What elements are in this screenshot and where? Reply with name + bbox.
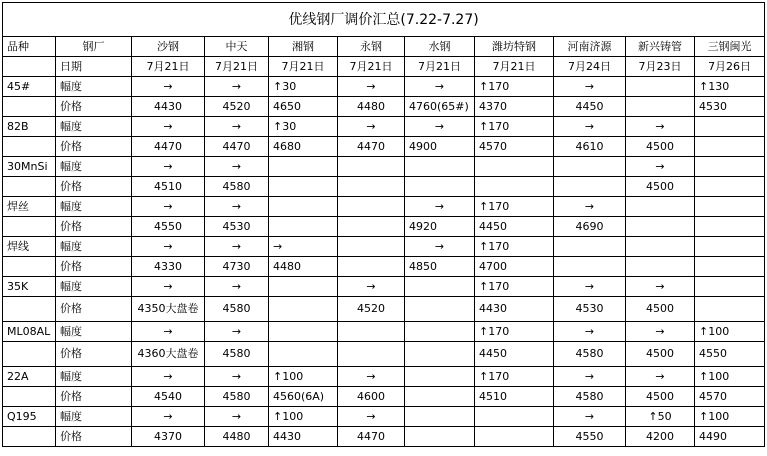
range-cell: →	[405, 237, 475, 257]
range-cell	[338, 237, 405, 257]
table-row	[3, 177, 765, 197]
range-cell	[695, 157, 765, 177]
range-cell: →	[405, 197, 475, 217]
price-cell	[554, 257, 626, 277]
header-cell: 水钢	[405, 37, 475, 57]
price-cell: 4600	[338, 387, 405, 407]
range-cell: ↑170	[475, 277, 554, 297]
price-cell: 4680	[269, 137, 338, 157]
product-name-blank	[3, 257, 56, 277]
range-cell: →	[205, 322, 269, 342]
date-cell: 7月26日	[695, 57, 765, 77]
price-label: 价格	[56, 217, 132, 237]
product-name-blank	[3, 297, 56, 322]
price-cell: 4500	[626, 387, 695, 407]
range-label: 幅度	[56, 197, 132, 217]
header-cell: 潍坊特钢	[475, 37, 554, 57]
product-name-blank	[3, 217, 56, 237]
price-cell: 4850	[405, 257, 475, 277]
range-cell	[269, 277, 338, 297]
table-row	[3, 257, 765, 277]
product-name-blank	[3, 387, 56, 407]
price-label: 价格	[56, 387, 132, 407]
table-row	[3, 277, 765, 297]
price-cell: 4570	[695, 387, 765, 407]
price-cell	[695, 137, 765, 157]
table-title: 优线钢厂调价汇总(7.22-7.27)	[3, 3, 765, 37]
range-cell: →	[554, 197, 626, 217]
price-cell: 4470	[205, 137, 269, 157]
range-cell: →	[205, 77, 269, 97]
price-cell: 4450	[554, 97, 626, 117]
range-cell: →	[554, 117, 626, 137]
product-name-blank	[3, 342, 56, 367]
price-cell: 4530	[205, 217, 269, 237]
price-label: 价格	[56, 177, 132, 197]
range-cell: ↑170	[475, 237, 554, 257]
range-cell: →	[132, 157, 205, 177]
range-label: 幅度	[56, 117, 132, 137]
range-cell: →	[338, 117, 405, 137]
price-cell: 4650	[269, 97, 338, 117]
price-cell: 4500	[626, 137, 695, 157]
price-label: 价格	[56, 297, 132, 322]
table-row	[3, 237, 765, 257]
price-cell: 4570	[475, 137, 554, 157]
range-cell: →	[338, 77, 405, 97]
header-cell: 湘钢	[269, 37, 338, 57]
price-cell: 4330	[132, 257, 205, 277]
range-cell	[626, 77, 695, 97]
price-cell	[338, 257, 405, 277]
range-label: 幅度	[56, 322, 132, 342]
price-cell	[405, 177, 475, 197]
range-cell: →	[554, 277, 626, 297]
range-cell	[695, 277, 765, 297]
price-cell: 4500	[626, 177, 695, 197]
price-cell: 4360大盘卷	[132, 342, 205, 367]
product-name-blank	[3, 427, 56, 447]
date-cell: 7月23日	[626, 57, 695, 77]
price-cell: 4480	[205, 427, 269, 447]
range-cell	[269, 197, 338, 217]
price-cell: 4560(6A)	[269, 387, 338, 407]
product-name: Q195	[3, 407, 56, 427]
price-cell: 4520	[205, 97, 269, 117]
range-cell	[338, 157, 405, 177]
product-name: 82B	[3, 117, 56, 137]
date-cell	[3, 57, 56, 77]
price-cell	[269, 177, 338, 197]
price-cell: 4760(65#)	[405, 97, 475, 117]
price-cell	[338, 177, 405, 197]
range-cell: ↑100	[695, 367, 765, 387]
header-cell: 三钢闽光	[695, 37, 765, 57]
price-cell: 4580	[554, 387, 626, 407]
price-cell: 4580	[205, 342, 269, 367]
price-cell: 4520	[338, 297, 405, 322]
product-name-blank	[3, 97, 56, 117]
range-cell: →	[205, 367, 269, 387]
price-cell: 4350大盘卷	[132, 297, 205, 322]
title-row	[3, 3, 765, 37]
range-cell: →	[132, 322, 205, 342]
table-row	[3, 387, 765, 407]
range-cell: →	[205, 277, 269, 297]
header-row	[3, 37, 765, 57]
table-row	[3, 137, 765, 157]
price-label: 价格	[56, 342, 132, 367]
header-cell: 沙钢	[132, 37, 205, 57]
price-cell: 4490	[695, 427, 765, 447]
price-cell	[626, 97, 695, 117]
range-cell: →	[405, 77, 475, 97]
product-name: 焊丝	[3, 197, 56, 217]
product-name: 焊线	[3, 237, 56, 257]
price-cell: 4370	[475, 97, 554, 117]
price-cell: 4480	[338, 97, 405, 117]
range-cell: →	[205, 197, 269, 217]
price-cell	[695, 177, 765, 197]
price-cell	[475, 177, 554, 197]
range-cell	[554, 237, 626, 257]
range-cell: ↑100	[695, 407, 765, 427]
price-cell: 4370	[132, 427, 205, 447]
range-cell: →	[626, 117, 695, 137]
range-cell: ↑170	[475, 322, 554, 342]
price-label: 价格	[56, 257, 132, 277]
table-row	[3, 77, 765, 97]
date-cell: 7月21日	[205, 57, 269, 77]
price-cell: 4500	[626, 342, 695, 367]
range-cell	[475, 157, 554, 177]
price-cell: 4500	[626, 297, 695, 322]
range-cell: →	[205, 407, 269, 427]
price-cell	[269, 342, 338, 367]
table-row	[3, 157, 765, 177]
price-label: 价格	[56, 97, 132, 117]
date-label: 日期	[56, 57, 132, 77]
range-cell: ↑100	[269, 407, 338, 427]
header-cell: 中天	[205, 37, 269, 57]
price-cell	[338, 217, 405, 237]
date-cell: 7月21日	[338, 57, 405, 77]
price-cell: 4430	[132, 97, 205, 117]
price-cell: 4730	[205, 257, 269, 277]
range-cell	[475, 407, 554, 427]
price-cell: 4920	[405, 217, 475, 237]
table-row	[3, 217, 765, 237]
range-cell: ↑130	[695, 77, 765, 97]
price-cell: 4450	[475, 342, 554, 367]
table-row	[3, 322, 765, 342]
price-cell	[626, 217, 695, 237]
table-row	[3, 197, 765, 217]
range-cell: →	[132, 407, 205, 427]
price-cell	[269, 297, 338, 322]
range-cell	[695, 197, 765, 217]
range-cell: →	[132, 77, 205, 97]
price-cell: 4690	[554, 217, 626, 237]
price-cell: 4200	[626, 427, 695, 447]
price-table	[2, 2, 765, 447]
price-cell: 4580	[205, 177, 269, 197]
range-cell	[695, 117, 765, 137]
range-cell: →	[626, 367, 695, 387]
range-cell	[626, 237, 695, 257]
header-cell: 永钢	[338, 37, 405, 57]
range-cell: →	[132, 237, 205, 257]
date-cell: 7月24日	[554, 57, 626, 77]
range-cell	[269, 157, 338, 177]
range-cell: →	[132, 197, 205, 217]
table-row	[3, 367, 765, 387]
price-cell: 4450	[475, 217, 554, 237]
range-cell: →	[338, 277, 405, 297]
range-cell: ↑170	[475, 77, 554, 97]
table-row	[3, 97, 765, 117]
range-cell: →	[205, 157, 269, 177]
price-cell: 4470	[132, 137, 205, 157]
range-cell	[405, 367, 475, 387]
price-cell	[405, 387, 475, 407]
price-cell	[554, 177, 626, 197]
range-cell: →	[205, 117, 269, 137]
range-cell: ↑30	[269, 77, 338, 97]
range-cell: →	[205, 237, 269, 257]
product-name-blank	[3, 177, 56, 197]
price-cell	[475, 427, 554, 447]
range-cell: →	[338, 367, 405, 387]
date-row	[3, 57, 765, 77]
header-cell: 新兴铸管	[626, 37, 695, 57]
price-cell: 4430	[475, 297, 554, 322]
price-cell: 4900	[405, 137, 475, 157]
price-cell: 4700	[475, 257, 554, 277]
range-label: 幅度	[56, 277, 132, 297]
product-name: 30MnSi	[3, 157, 56, 177]
price-cell	[405, 427, 475, 447]
range-cell: ↑170	[475, 117, 554, 137]
range-cell: →	[554, 367, 626, 387]
range-label: 幅度	[56, 237, 132, 257]
range-cell: ↑170	[475, 197, 554, 217]
product-name-blank	[3, 137, 56, 157]
date-cell: 7月21日	[405, 57, 475, 77]
product-name: 45#	[3, 77, 56, 97]
range-cell: →	[132, 277, 205, 297]
price-cell: 4580	[554, 342, 626, 367]
range-cell	[405, 157, 475, 177]
range-cell: →	[626, 277, 695, 297]
range-cell: ↑170	[475, 367, 554, 387]
price-cell	[695, 257, 765, 277]
range-cell: ↑50	[626, 407, 695, 427]
range-cell: →	[554, 407, 626, 427]
range-cell: ↑30	[269, 117, 338, 137]
price-cell: 4550	[132, 217, 205, 237]
range-cell: →	[405, 117, 475, 137]
range-cell: →	[269, 237, 338, 257]
price-cell: 4540	[132, 387, 205, 407]
product-name: ML08AL	[3, 322, 56, 342]
range-cell	[405, 322, 475, 342]
product-name: 22A	[3, 367, 56, 387]
price-cell	[405, 342, 475, 367]
date-cell: 7月21日	[132, 57, 205, 77]
price-summary-sheet	[2, 2, 764, 453]
range-cell: ↑100	[269, 367, 338, 387]
table-row	[3, 407, 765, 427]
date-cell: 7月21日	[475, 57, 554, 77]
range-cell: →	[132, 117, 205, 137]
price-cell	[626, 257, 695, 277]
table-row	[3, 427, 765, 447]
price-cell	[405, 297, 475, 322]
price-cell	[695, 297, 765, 322]
range-label: 幅度	[56, 77, 132, 97]
range-cell: →	[132, 367, 205, 387]
range-cell	[554, 157, 626, 177]
range-cell: →	[554, 322, 626, 342]
range-cell	[405, 277, 475, 297]
range-cell: →	[626, 322, 695, 342]
price-cell: 4480	[269, 257, 338, 277]
range-label: 幅度	[56, 367, 132, 387]
price-cell: 4550	[695, 342, 765, 367]
product-name: 35K	[3, 277, 56, 297]
price-cell: 4550	[554, 427, 626, 447]
price-cell: 4530	[695, 97, 765, 117]
range-cell: →	[554, 77, 626, 97]
range-cell	[405, 407, 475, 427]
range-label: 幅度	[56, 407, 132, 427]
range-cell: ↑100	[695, 322, 765, 342]
table-row	[3, 117, 765, 137]
price-cell: 4610	[554, 137, 626, 157]
price-cell: 4510	[475, 387, 554, 407]
price-cell: 4580	[205, 387, 269, 407]
date-cell: 7月21日	[269, 57, 338, 77]
price-cell	[338, 342, 405, 367]
header-product: 品种	[3, 37, 56, 57]
price-cell: 4430	[269, 427, 338, 447]
range-cell: →	[338, 407, 405, 427]
price-cell: 4510	[132, 177, 205, 197]
price-cell: 4580	[205, 297, 269, 322]
price-cell	[269, 217, 338, 237]
price-cell: 4530	[554, 297, 626, 322]
range-cell	[269, 322, 338, 342]
price-label: 价格	[56, 427, 132, 447]
price-cell: 4470	[338, 427, 405, 447]
range-cell	[626, 197, 695, 217]
price-cell	[695, 217, 765, 237]
price-cell: 4470	[338, 137, 405, 157]
range-cell	[695, 237, 765, 257]
range-cell: →	[626, 157, 695, 177]
table-row	[3, 297, 765, 322]
price-label: 价格	[56, 137, 132, 157]
range-cell	[338, 322, 405, 342]
range-cell	[338, 197, 405, 217]
header-cell: 钢厂	[56, 37, 132, 57]
table-row	[3, 342, 765, 367]
range-label: 幅度	[56, 157, 132, 177]
header-cell: 河南济源	[554, 37, 626, 57]
